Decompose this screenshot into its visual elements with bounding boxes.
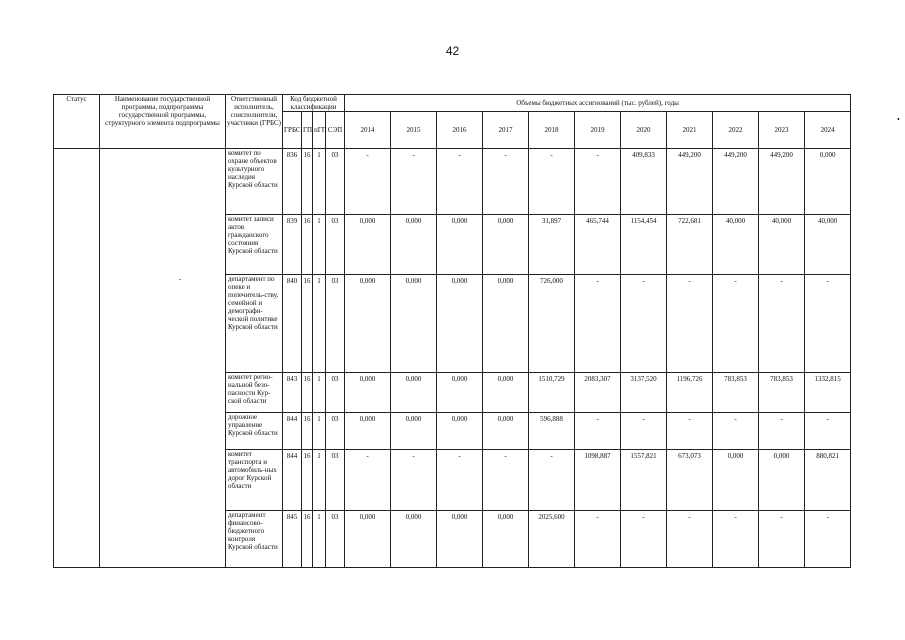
name-cell — [100, 149, 226, 568]
value-cell: 409,833 — [621, 149, 667, 215]
value-cell: - — [713, 511, 759, 568]
value-cell: 449,200 — [759, 149, 805, 215]
value-cell: 880,821 — [805, 450, 851, 511]
value-cell: - — [529, 450, 575, 511]
value-cell: 31,897 — [529, 215, 575, 275]
code-cell: 16 — [302, 215, 313, 275]
value-cell: 596,888 — [529, 413, 575, 450]
code-cell: 16 — [302, 149, 313, 215]
value-cell: 1154,454 — [621, 215, 667, 275]
value-cell: 449,200 — [667, 149, 713, 215]
header-year: 2020 — [621, 112, 667, 149]
code-cell: 843 — [283, 373, 302, 413]
value-cell: 0,000 — [345, 215, 391, 275]
table-row — [54, 149, 851, 215]
header-code-group: Код бюджетной классификации — [283, 95, 345, 112]
value-cell: 0,000 — [483, 275, 529, 373]
value-cell: 0,000 — [483, 413, 529, 450]
value-cell: - — [713, 275, 759, 373]
value-cell: 0,000 — [713, 450, 759, 511]
header-status: Статус — [54, 95, 100, 149]
value-cell: 0,000 — [437, 413, 483, 450]
budget-table — [53, 94, 851, 568]
code-cell: 840 — [283, 275, 302, 373]
value-cell: 465,744 — [575, 215, 621, 275]
value-cell: - — [437, 450, 483, 511]
value-cell: 0,000 — [805, 149, 851, 215]
executor-cell: комитет записи актов гражданского состояния Курской области — [226, 215, 283, 275]
code-cell: 1 — [313, 511, 326, 568]
status-cell — [54, 149, 100, 568]
code-cell: 03 — [326, 511, 345, 568]
value-cell: 0,000 — [391, 373, 437, 413]
header-year: 2019 — [575, 112, 621, 149]
value-cell: 0,000 — [483, 373, 529, 413]
value-cell: - — [667, 413, 713, 450]
value-cell: 783,853 — [713, 373, 759, 413]
value-cell: - — [621, 413, 667, 450]
code-cell: 03 — [326, 450, 345, 511]
value-cell: 1557,821 — [621, 450, 667, 511]
header-year: 2015 — [391, 112, 437, 149]
value-cell: - — [759, 413, 805, 450]
value-cell: 673,073 — [667, 450, 713, 511]
code-cell: 16 — [302, 373, 313, 413]
value-cell: 722,681 — [667, 215, 713, 275]
header-code-pgp: пГП — [313, 112, 326, 149]
code-cell: 16 — [302, 275, 313, 373]
header-code-gp: ГП — [302, 112, 313, 149]
value-cell: - — [391, 149, 437, 215]
header-code-sep: СЭП — [326, 112, 345, 149]
value-cell: - — [805, 511, 851, 568]
code-cell: 16 — [302, 450, 313, 511]
value-cell: 0,000 — [437, 275, 483, 373]
header-year: 2017 — [483, 112, 529, 149]
code-cell: 844 — [283, 413, 302, 450]
header-year: 2021 — [667, 112, 713, 149]
value-cell: - — [713, 413, 759, 450]
code-cell: 844 — [283, 450, 302, 511]
value-cell: - — [483, 450, 529, 511]
code-cell: 16 — [302, 511, 313, 568]
value-cell: - — [483, 149, 529, 215]
value-cell: 0,000 — [345, 373, 391, 413]
header-volumes: Объемы бюджетных ассигнований (тыс. рублей), годы — [345, 95, 851, 112]
value-cell: 0,000 — [437, 215, 483, 275]
code-cell: 03 — [326, 215, 345, 275]
value-cell: - — [759, 511, 805, 568]
value-cell: - — [621, 511, 667, 568]
header-code-grbs: ГРБС — [283, 112, 302, 149]
executor-cell: комитет транспорта и автомобиль-ных дорог Курской области — [226, 450, 283, 511]
margin-dash: - — [179, 275, 182, 283]
value-cell: 1332,815 — [805, 373, 851, 413]
executor-cell: комитет по охране объектов культурного наследия Курской области — [226, 149, 283, 215]
value-cell: 449,200 — [713, 149, 759, 215]
header-name: Наименование государственной программы, подпрограммы государственной программы, структурного элемента подпрограммы — [100, 95, 226, 149]
code-cell: 1 — [313, 413, 326, 450]
code-cell: 03 — [326, 149, 345, 215]
code-cell: 03 — [326, 275, 345, 373]
value-cell: 40,000 — [713, 215, 759, 275]
value-cell: 0,000 — [483, 215, 529, 275]
value-cell: 0,000 — [391, 275, 437, 373]
value-cell: - — [345, 450, 391, 511]
value-cell: - — [575, 413, 621, 450]
code-cell: 836 — [283, 149, 302, 215]
executor-cell: департамент финансово-бюджетного контроля Курской области — [226, 511, 283, 568]
value-cell: - — [345, 149, 391, 215]
value-cell: 783,853 — [759, 373, 805, 413]
value-cell: 1196,726 — [667, 373, 713, 413]
value-cell: - — [805, 275, 851, 373]
value-cell: 0,000 — [483, 511, 529, 568]
value-cell: 1510,729 — [529, 373, 575, 413]
code-cell: 1 — [313, 149, 326, 215]
value-cell: 0,000 — [437, 511, 483, 568]
header-year: 2022 — [713, 112, 759, 149]
executor-cell: дорожное управление Курской области — [226, 413, 283, 450]
value-cell: 2025,600 — [529, 511, 575, 568]
code-cell: 1 — [313, 450, 326, 511]
value-cell: - — [759, 275, 805, 373]
value-cell: 0,000 — [345, 413, 391, 450]
code-cell: 1 — [313, 275, 326, 373]
value-cell: - — [575, 275, 621, 373]
value-cell: - — [667, 275, 713, 373]
value-cell: - — [529, 149, 575, 215]
value-cell: - — [621, 275, 667, 373]
value-cell: 0,000 — [345, 511, 391, 568]
value-cell: 0,000 — [391, 215, 437, 275]
header-executor: Ответственный исполнитель, соисполнители, участники (ГРБС) — [226, 95, 283, 149]
value-cell: - — [575, 149, 621, 215]
code-cell: 03 — [326, 413, 345, 450]
margin-mark: • — [897, 115, 900, 124]
executor-cell: департамент по опеке и попечитель-ству, семейной и демографи-ческой политике Курской области — [226, 275, 283, 373]
value-cell: 0,000 — [391, 511, 437, 568]
value-cell: 40,000 — [759, 215, 805, 275]
code-cell: 839 — [283, 215, 302, 275]
value-cell: - — [391, 450, 437, 511]
code-cell: 03 — [326, 373, 345, 413]
header-year: 2018 — [529, 112, 575, 149]
header-year: 2016 — [437, 112, 483, 149]
value-cell: 726,000 — [529, 275, 575, 373]
value-cell: 1098,887 — [575, 450, 621, 511]
value-cell: - — [805, 413, 851, 450]
value-cell: 0,000 — [391, 413, 437, 450]
page-number: 42 — [445, 44, 460, 58]
code-cell: 16 — [302, 413, 313, 450]
value-cell: 0,000 — [759, 450, 805, 511]
value-cell: - — [437, 149, 483, 215]
header-year: 2024 — [805, 112, 851, 149]
header-year: 2023 — [759, 112, 805, 149]
value-cell: - — [575, 511, 621, 568]
code-cell: 1 — [313, 373, 326, 413]
code-cell: 845 — [283, 511, 302, 568]
value-cell: 0,000 — [345, 275, 391, 373]
executor-cell: комитет регио-нальной безо-пасности Кур-ской области — [226, 373, 283, 413]
header-year: 2014 — [345, 112, 391, 149]
value-cell: 2083,307 — [575, 373, 621, 413]
code-cell: 1 — [313, 215, 326, 275]
value-cell: 3137,520 — [621, 373, 667, 413]
table-body — [54, 149, 851, 568]
value-cell: 0,000 — [437, 373, 483, 413]
value-cell: - — [667, 511, 713, 568]
value-cell: 40,000 — [805, 215, 851, 275]
